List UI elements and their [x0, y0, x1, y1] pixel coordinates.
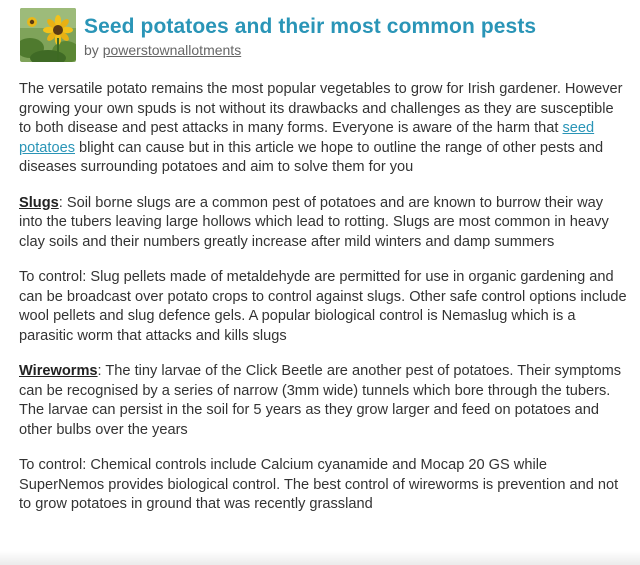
intro-paragraph	[19, 80, 627, 178]
slugs-description: : Soil borne slugs are a common pest of potatoes and are known to burrow their way into the tubers leaving large hollows which lead to rotting. Slugs are most common in heavy clay soils and their numbers greatly increase after mild winters and damp summers	[19, 194, 609, 250]
article-header	[20, 8, 630, 64]
article-body	[19, 80, 627, 531]
slugs-paragraph	[19, 194, 627, 253]
slugs-heading: Slugs	[19, 194, 59, 211]
wireworms-heading: Wireworms	[19, 363, 98, 379]
byline-prefix: by	[84, 42, 103, 58]
author-link[interactable]: powerstownallotments	[102, 42, 242, 58]
intro-text-end: blight can cause but in this article we hope to outline the range of other pests and diseases surrounding potatoes and aim to solve them for you	[19, 139, 604, 175]
wireworms-description: : The tiny larvae of the Click Beetle are another pest of potatoes. Their symptoms can be recognised by a series of narrow (3mm wide) tunnels which bore through the tubers. The larvae can persist in the soil for 5 years as they grow larger and feed on potatoes and other bulbs over the years	[19, 363, 622, 438]
wireworms-control-paragraph: To control: Chemical controls include Calcium cyanamide and Mocap 20 GS while SuperNemos provides biological control. The best control of wireworms is prevention and not to grow potatoes in ground that was recently grassland	[19, 457, 619, 512]
sunflower-thumbnail-icon[interactable]	[20, 8, 76, 62]
article-title[interactable]: Seed potatoes and their most common pests	[84, 15, 537, 38]
article-byline	[84, 41, 241, 59]
bottom-fade	[0, 551, 640, 565]
intro-text-start: The versatile potato remains the most popular vegetables to grow for Irish gardener. However growing your own spuds is not without its drawbacks and challenges as they are susceptible to both disease and pest attacks in many forms. Everyone is aware of the harm that	[19, 81, 623, 136]
slugs-control-paragraph: To control: Slug pellets made of metaldehyde are permitted for use in organic gardening and can be broadcast over potato crops to control against slugs. Other safe control options include wool pellets and slug defence gels. A popular biological control is Nemaslug which is a parasitic worm that attacks and kills slugs	[19, 269, 627, 344]
wireworms-paragraph	[19, 362, 627, 440]
seed-potatoes-link[interactable]: seed potatoes	[19, 120, 595, 156]
